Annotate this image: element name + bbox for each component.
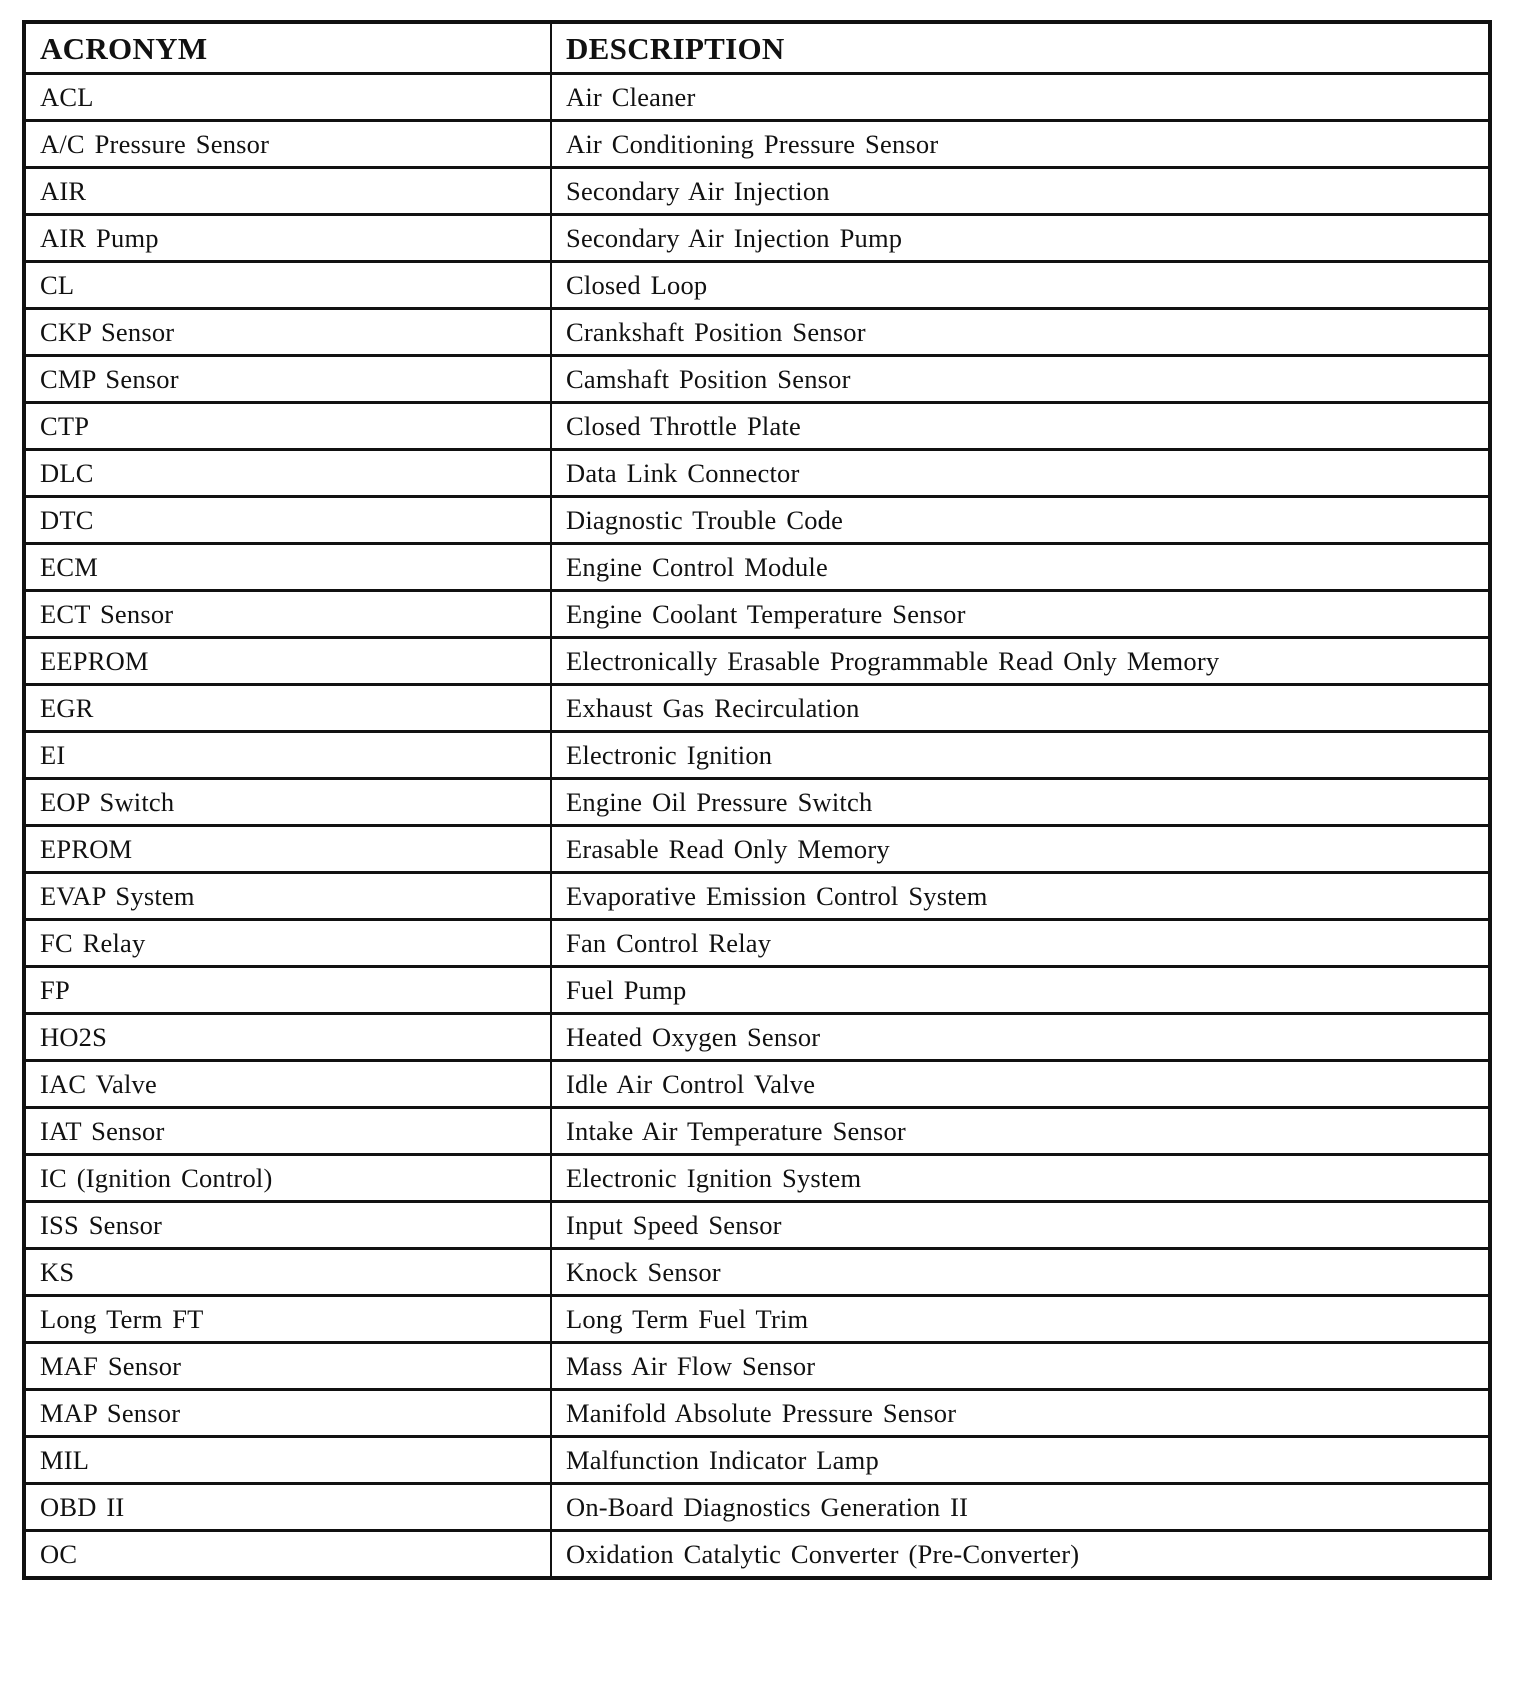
description-cell: Air Conditioning Pressure Sensor [551,121,1490,168]
table-row [24,1108,1490,1155]
description-cell: Malfunction Indicator Lamp [551,1437,1490,1484]
description-cell: Long Term Fuel Trim [551,1296,1490,1343]
acronym-cell: ECT Sensor [24,591,551,638]
acronym-cell: DTC [24,497,551,544]
table-row [24,1343,1490,1390]
description-cell: Engine Control Module [551,544,1490,591]
description-cell: Electronic Ignition [551,732,1490,779]
table-row [24,638,1490,685]
table-row [24,732,1490,779]
description-cell: Fan Control Relay [551,920,1490,967]
table-row [24,450,1490,497]
acronym-cell: IAC Valve [24,1061,551,1108]
table-row [24,967,1490,1014]
acronym-cell: MAP Sensor [24,1390,551,1437]
table-row [24,544,1490,591]
acronym-cell: ECM [24,544,551,591]
header-acronym: ACRONYM [24,22,551,74]
acronym-cell: CTP [24,403,551,450]
description-cell: Diagnostic Trouble Code [551,497,1490,544]
table-row [24,1061,1490,1108]
table-row [24,920,1490,967]
table-row [24,1249,1490,1296]
table-row [24,403,1490,450]
description-cell: Closed Throttle Plate [551,403,1490,450]
acronym-cell: DLC [24,450,551,497]
table-row [24,1437,1490,1484]
table-row [24,826,1490,873]
table-row [24,1155,1490,1202]
acronym-cell: MAF Sensor [24,1343,551,1390]
description-cell: Crankshaft Position Sensor [551,309,1490,356]
acronym-cell: ACL [24,74,551,121]
acronym-table [22,20,1492,1580]
acronym-cell: EOP Switch [24,779,551,826]
acronym-cell: IC (Ignition Control) [24,1155,551,1202]
description-cell: Electronically Erasable Programmable Read Only Memory [551,638,1490,685]
table-body [24,74,1490,1579]
acronym-cell: HO2S [24,1014,551,1061]
description-cell: Knock Sensor [551,1249,1490,1296]
description-cell: Oxidation Catalytic Converter (Pre-Converter) [551,1531,1490,1579]
description-cell: Mass Air Flow Sensor [551,1343,1490,1390]
table-row [24,1296,1490,1343]
description-cell: Idle Air Control Valve [551,1061,1490,1108]
description-cell: Manifold Absolute Pressure Sensor [551,1390,1490,1437]
table-row [24,1202,1490,1249]
acronym-cell: EI [24,732,551,779]
acronym-cell: EGR [24,685,551,732]
table-row [24,591,1490,638]
header-description: DESCRIPTION [551,22,1490,74]
table-row [24,309,1490,356]
acronym-cell: OBD II [24,1484,551,1531]
acronym-cell: CMP Sensor [24,356,551,403]
acronym-cell: CKP Sensor [24,309,551,356]
acronym-cell: EVAP System [24,873,551,920]
description-cell: On-Board Diagnostics Generation II [551,1484,1490,1531]
description-cell: Fuel Pump [551,967,1490,1014]
acronym-cell: EPROM [24,826,551,873]
description-cell: Input Speed Sensor [551,1202,1490,1249]
table-row [24,497,1490,544]
table-row [24,262,1490,309]
table-row [24,356,1490,403]
acronym-cell: AIR [24,168,551,215]
description-cell: Secondary Air Injection [551,168,1490,215]
description-cell: Engine Oil Pressure Switch [551,779,1490,826]
table-row [24,1531,1490,1579]
table-row [24,779,1490,826]
acronym-cell: FC Relay [24,920,551,967]
description-cell: Heated Oxygen Sensor [551,1014,1490,1061]
acronym-cell: IAT Sensor [24,1108,551,1155]
acronym-cell: A/C Pressure Sensor [24,121,551,168]
acronym-cell: KS [24,1249,551,1296]
table-row [24,215,1490,262]
acronym-cell: MIL [24,1437,551,1484]
table-row [24,1484,1490,1531]
acronym-cell: AIR Pump [24,215,551,262]
table-row [24,74,1490,121]
description-cell: Exhaust Gas Recirculation [551,685,1490,732]
acronym-cell: OC [24,1531,551,1579]
description-cell: Engine Coolant Temperature Sensor [551,591,1490,638]
acronym-cell: CL [24,262,551,309]
acronym-table-container [22,20,1492,1580]
acronym-cell: Long Term FT [24,1296,551,1343]
description-cell: Air Cleaner [551,74,1490,121]
description-cell: Intake Air Temperature Sensor [551,1108,1490,1155]
description-cell: Evaporative Emission Control System [551,873,1490,920]
description-cell: Data Link Connector [551,450,1490,497]
description-cell: Electronic Ignition System [551,1155,1490,1202]
description-cell: Closed Loop [551,262,1490,309]
table-row [24,1390,1490,1437]
table-row [24,873,1490,920]
description-cell: Camshaft Position Sensor [551,356,1490,403]
table-row [24,121,1490,168]
acronym-cell: EEPROM [24,638,551,685]
description-cell: Erasable Read Only Memory [551,826,1490,873]
acronym-cell: FP [24,967,551,1014]
description-cell: Secondary Air Injection Pump [551,215,1490,262]
table-header-row [24,22,1490,74]
table-row [24,685,1490,732]
acronym-cell: ISS Sensor [24,1202,551,1249]
table-row [24,1014,1490,1061]
table-row [24,168,1490,215]
